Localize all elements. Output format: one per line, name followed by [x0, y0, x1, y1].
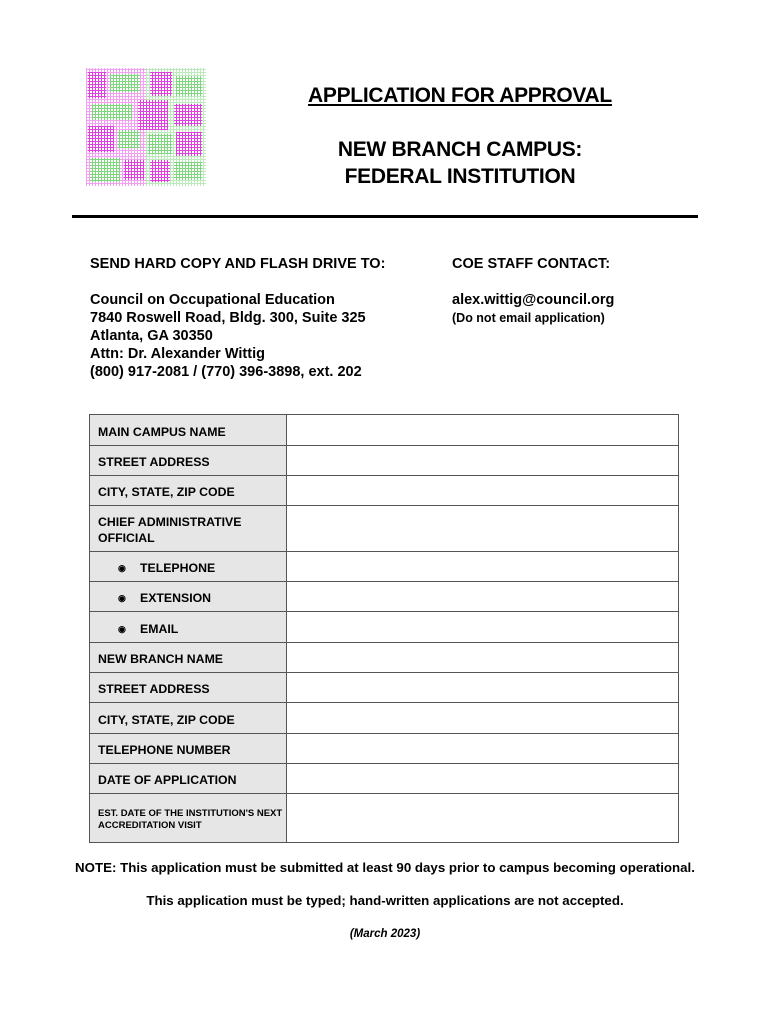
address-line: Atlanta, GA 30350 — [90, 328, 213, 344]
document-subtitle-line1: NEW BRANCH CAMPUS: — [337, 138, 583, 161]
form-row — [90, 506, 679, 552]
bullet-icon: ◉ — [118, 563, 126, 573]
form-label: TELEPHONE NUMBER — [90, 734, 287, 764]
form-label: STREET ADDRESS — [90, 446, 287, 476]
form-row — [90, 764, 679, 794]
typed-application-note: This application must be typed; hand-written applications are not accepted. — [146, 893, 624, 908]
new-branch-name-field[interactable] — [287, 643, 679, 673]
address-line: Council on Occupational Education — [90, 292, 335, 308]
bullet-icon: ◉ — [118, 624, 126, 634]
contact-email[interactable]: alex.wittig@council.org — [452, 292, 615, 308]
address-line: 7840 Roswell Road, Bldg. 300, Suite 325 — [90, 310, 366, 326]
form-label: NEW BRANCH NAME — [90, 643, 287, 673]
contact-note: (Do not email application) — [452, 311, 605, 325]
form-label — [90, 582, 287, 612]
staff-contact — [452, 291, 614, 327]
form-label: MAIN CAMPUS NAME — [90, 415, 287, 446]
official-extension-field[interactable] — [287, 582, 679, 612]
branch-telephone-field[interactable] — [287, 734, 679, 764]
address-line: Attn: Dr. Alexander Wittig — [90, 346, 265, 362]
form-row — [90, 734, 679, 764]
form-label: CITY, STATE, ZIP CODE — [90, 476, 287, 506]
revision-date: (March 2023) — [349, 928, 421, 940]
main-street-address-field[interactable] — [287, 446, 679, 476]
form-row — [90, 582, 679, 612]
main-campus-name-field[interactable] — [287, 415, 679, 446]
application-form-table — [89, 414, 679, 843]
official-telephone-field[interactable] — [287, 552, 679, 582]
form-label-text: TELEPHONE — [140, 561, 216, 575]
form-label — [90, 612, 287, 643]
date-of-application-field[interactable] — [287, 764, 679, 794]
form-row — [90, 612, 679, 643]
form-label — [90, 552, 287, 582]
document-subtitle-line2: FEDERAL INSTITUTION — [344, 165, 576, 188]
form-row — [90, 446, 679, 476]
bullet-icon: ◉ — [118, 593, 126, 603]
address-line: (800) 917-2081 / (770) 396-3898, ext. 202 — [90, 364, 362, 380]
form-label: DATE OF APPLICATION — [90, 764, 287, 794]
form-label: CHIEF ADMINISTRATIVE OFFICIAL — [90, 506, 287, 552]
form-row — [90, 673, 679, 703]
document-title: APPLICATION FOR APPROVAL — [308, 84, 612, 107]
contact-heading: COE STAFF CONTACT: — [452, 256, 611, 272]
branch-city-state-zip-field[interactable] — [287, 703, 679, 734]
header-divider — [72, 215, 698, 218]
send-to-heading: SEND HARD COPY AND FLASH DRIVE TO: — [90, 256, 386, 272]
form-label: STREET ADDRESS — [90, 673, 287, 703]
form-row — [90, 415, 679, 446]
form-row — [90, 476, 679, 506]
coe-logo — [84, 64, 208, 190]
form-row — [90, 643, 679, 673]
form-label: CITY, STATE, ZIP CODE — [90, 703, 287, 734]
form-label-text: EXTENSION — [140, 591, 212, 605]
mailing-address — [90, 291, 366, 381]
official-email-field[interactable] — [287, 612, 679, 643]
submission-deadline-note: NOTE: This application must be submitted at least 90 days prior to campus becoming operational. — [75, 860, 695, 875]
form-label-text: EMAIL — [140, 622, 179, 636]
main-city-state-zip-field[interactable] — [287, 476, 679, 506]
chief-administrative-official-field[interactable] — [287, 506, 679, 552]
next-accreditation-visit-field[interactable] — [287, 794, 679, 843]
branch-street-address-field[interactable] — [287, 673, 679, 703]
form-row — [90, 552, 679, 582]
form-row — [90, 703, 679, 734]
form-label: EST. DATE OF THE INSTITUTION'S NEXT ACCREDITATION VISIT — [90, 794, 287, 843]
form-row — [90, 794, 679, 843]
